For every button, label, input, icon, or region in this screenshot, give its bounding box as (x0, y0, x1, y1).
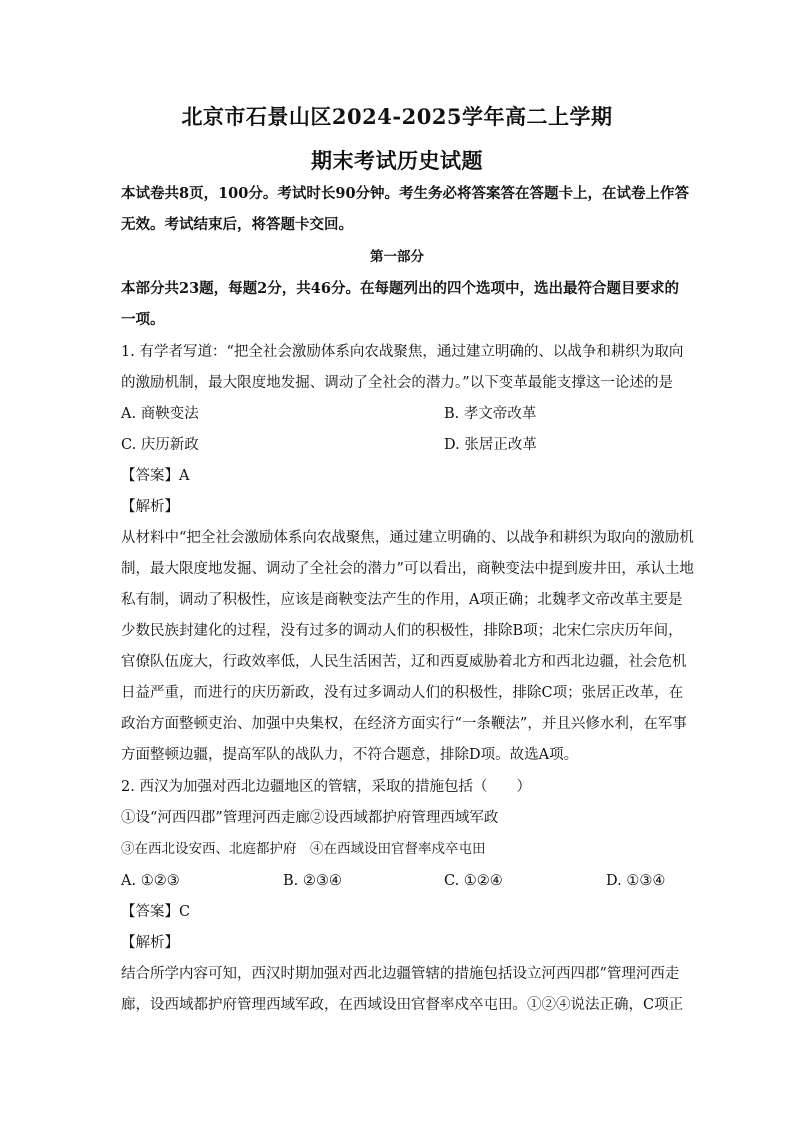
q1-analysis-line-2: 制，最大限度地发掘、调动了全社会的潜力”可以看出，商鞅变法中提到废井田，承认土地 (121, 561, 694, 577)
q2-option-b: B. ②③④ (283, 873, 342, 889)
q1-answer: 【答案】A (121, 468, 190, 484)
q2-analysis-label: 【解析】 (121, 935, 179, 951)
q1-option-b: B. 孝文帝改革 (444, 406, 537, 422)
q1-option-a: A. 商鞅变法 (121, 406, 199, 422)
q2-item-line-1: ①设“河西四郡”管理河西走廊②设西域都护府管理西域军政 (121, 810, 499, 826)
q2-analysis-line-2: 廊，设西域都护府管理西域军政，在西域设田官督率戍卒屯田。①②④说法正确，C项正 (121, 997, 684, 1013)
q2-item-line-2: ③在西北设安西、北庭都护府 ④在西域设田官督率戍卒屯田 (121, 841, 486, 857)
q1-option-c: C. 庆历新政 (121, 437, 199, 453)
part-title: 第一部分 (370, 249, 424, 265)
q1-analysis-line-7: 政治方面整顿吏治、加强中央集权，在经济方面实行“一条鞭法”，并且兴修水利，在军事 (121, 716, 687, 732)
part-desc-line-1: 本部分共23题，每题2分，共46分。在每题列出的四个选项中，选出最符合题目要求的 (121, 280, 679, 297)
q1-stem-line-2: 的激励机制，最大限度地发掘、调动了全社会的潜力。”以下变革最能支撑这一论述的是 (121, 375, 673, 391)
exam-title-line2: 期末考试历史试题 (311, 148, 483, 173)
intro-line-2: 无效。考试结束后，将答题卡交回。 (121, 216, 353, 233)
q1-analysis-line-4: 少数民族封建化的过程，没有过多的调动人们的积极性，排除B项；北宋仁宗庆历年间， (121, 623, 683, 639)
q2-option-c: C. ①②④ (444, 873, 503, 889)
q1-analysis-line-8: 方面整顿边疆，提高军队的战队力，不符合题意，排除D项。故选A项。 (121, 747, 579, 763)
q2-stem: 2. 西汉为加强对西北边疆地区的管辖，采取的措施包括（ ） (121, 779, 531, 795)
q1-analysis-line-3: 私有制，调动了积极性，应该是商鞅变法产生的作用，A项正确；北魏孝文帝改革主要是 (121, 592, 683, 608)
part-desc-line-2: 一项。 (121, 311, 165, 328)
intro-line-1: 本试卷共8页，100分。考试时长90分钟。考生务必将答案答在答题卡上，在试卷上作答 (121, 185, 690, 202)
q2-analysis-line-1: 结合所学内容可知，西汉时期加强对西北边疆管辖的措施包括设立河西四郡”管理河西走 (121, 966, 680, 982)
q1-option-d: D. 张居正改革 (444, 437, 537, 453)
q1-analysis-line-5: 官僚队伍庞大，行政效率低，人民生活困苦，辽和西夏威胁着北方和西北边疆，社会危机 (121, 654, 687, 670)
q1-analysis-line-1: 从材料中“把全社会激励体系向农战聚焦，通过建立明确的、以战争和耕织为取向的激励机 (121, 530, 694, 546)
q1-analysis-line-6: 日益严重，而进行的庆历新政，没有过多调动人们的积极性，排除C项；张居正改革，在 (121, 685, 684, 701)
exam-title-line1: 北京市石景山区2024-2025学年高二上学期 (181, 104, 613, 129)
q1-analysis-label: 【解析】 (121, 499, 179, 515)
q2-answer: 【答案】C (121, 904, 191, 920)
q1-stem-line-1: 1. 有学者写道：“把全社会激励体系向农战聚焦，通过建立明确的、以战争和耕织为取向 (121, 344, 684, 360)
q2-option-d: D. ①③④ (606, 873, 666, 889)
q2-option-a: A. ①②③ (121, 873, 180, 889)
